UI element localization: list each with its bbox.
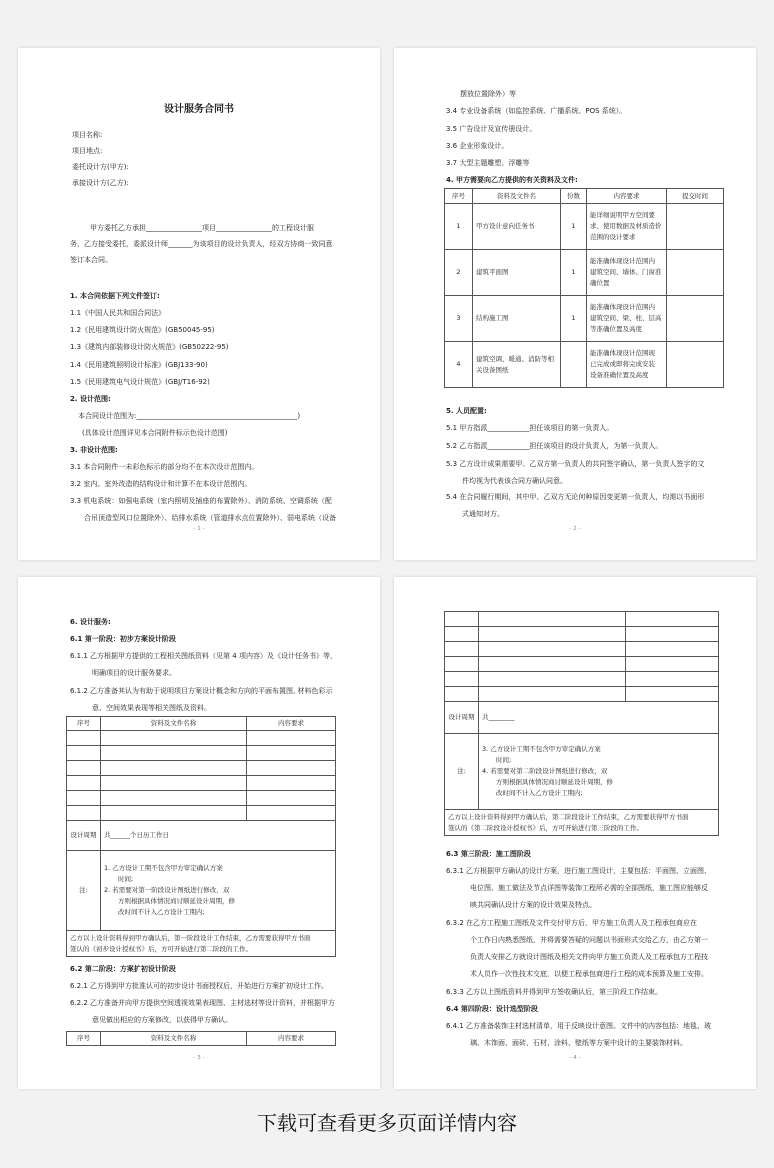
col-header: 资料及文件名称 [101, 717, 247, 731]
body-line: 6.3.3 乙方以上图纸资料并得到甲方签收确认后，第三阶段工作结束。 [446, 988, 663, 996]
col-header: 序号 [67, 717, 101, 731]
table-row [67, 931, 336, 957]
cell-no: 3 [445, 296, 473, 342]
body-line: 映共同确认设计方案的设计效果及特点。 [470, 901, 596, 909]
cell-time [667, 250, 724, 296]
body-line: 明确项目的设计服务要求。 [92, 669, 176, 677]
table-row [445, 702, 719, 734]
body-line: 件均视为代表该合同方确认同意。 [462, 477, 567, 485]
col-header: 内容要求 [587, 189, 667, 204]
subsection-heading: 6.1 第一阶段：初步方案设计阶段 [70, 635, 176, 643]
body-line: 6.2.2 乙方准备并向甲方提供空间透视效果表现图、主材选材等设计资料，并根据甲方 [70, 999, 336, 1007]
section-heading: 1. 本合同依据下列文件签订: [70, 292, 160, 300]
body-line: 6.1.2 乙方准备其认为有助于说明项目方案设计概念和方向的平面布置图, 材料色彩示 [70, 687, 333, 695]
field-project-name: 项目名称: [72, 131, 103, 139]
doc-item: 1.1《中国人民共和国合同法》 [70, 309, 166, 317]
table-row [445, 672, 719, 687]
body-line: 5.4 在合同履行期间，其中甲、乙双方无论何种原因变更第一负责人，均需以书面形 [446, 493, 705, 501]
cell-name: 甲方设计意向任务书 [473, 204, 561, 250]
doc-item: 1.2《民用建筑设计防火规范》(GB50045-95) [70, 326, 215, 334]
subsection-heading: 6.3 第三阶段：施工图阶段 [446, 850, 531, 858]
table-row [445, 204, 724, 250]
table-row [445, 612, 719, 627]
body-line: 合吊顶造型风口位置除外）、给排水系统（管道排水点位置除外）、弱电系统（设备 [84, 514, 336, 522]
table-row [67, 761, 336, 776]
period-label: 设计周期 [67, 821, 101, 851]
cell-qty: 1 [561, 204, 587, 250]
note-content: 1. 乙方设计工期不包含甲方审定确认方案 时间; 2. 若需要对第一阶段设计图纸进行修改，双 方则根据具体情况商讨顺延设计周期，修 改时间不计入乙方设计工期内; [101, 851, 336, 931]
body-line: 3.3 机电系统：如强电系统（室内照明及插座的布置除外）、消防系统、空调系统（配 [70, 497, 332, 505]
body-line: 3.4 专业设备系统（如监控系统、广播系统、POS 系统）。 [446, 107, 627, 115]
body-line: 5.2 乙方指派____________担任该项目的设计负责人，为第一负责人。 [446, 442, 663, 450]
table-row [67, 851, 336, 931]
section-heading: 2. 设计范围: [70, 395, 111, 403]
cell-name: 结构施工图 [473, 296, 561, 342]
table-row [67, 746, 336, 761]
body-line: 摆放位置除外）等 [460, 90, 516, 98]
col-header: 资料及文件名称 [101, 1032, 247, 1046]
download-more-caption: 下载可查看更多页面详情内容 [257, 1111, 517, 1135]
body-line: 6.1.1 乙方根据甲方提供的工程相关图纸资料（见第 4 项内容）及《设计任务书》等， [70, 652, 337, 660]
table-row [445, 810, 719, 836]
table-row [67, 821, 336, 851]
contract-page-4 [394, 577, 756, 1089]
body-line: 6.3.2 在乙方工程施工图纸及文件交付甲方后，甲方施工负责人及工程承包商应在 [446, 919, 698, 927]
cell-req: 能详细说明甲方空间要 求、使用数据及材质造价 范围的设计要求 [587, 204, 667, 250]
cell-no: 1 [445, 204, 473, 250]
cell-req: 能准确体现设计范围内 建筑空间、墙体、门窗准 确位置 [587, 250, 667, 296]
subsection-heading: 6.4 第四阶段：设计选型阶段 [446, 1005, 538, 1013]
page-number: - 3 - [193, 1055, 205, 1061]
doc-item: 1.5《民用建筑电气设计规范》(GBJ/T16-92) [70, 378, 210, 386]
table-row [67, 731, 336, 746]
col-header: 序号 [445, 189, 473, 204]
body-line: 意见做出相应的方案修改，以获得甲方确认。 [92, 1016, 232, 1024]
period-label: 设计周期 [445, 702, 479, 734]
body-line: 6.2.1 乙方得到甲方批准认可的初步设计书面授权后，开始进行方案扩初设计工作。 [70, 982, 329, 990]
body-line: 6.4.1 乙方准备装饰主材选材清单，用于反映设计意图。文件中的内容包括：地毯、玻 [446, 1022, 712, 1030]
summary-cell: 乙方以上设计资料得到甲方确认后，第二阶段设计工作结束，乙方需要获得甲方书面 签认的《第二阶段设计授权书》后，方可开始进行第三阶段的工作。 [445, 810, 719, 836]
doc-item: 1.3《建筑内部装修设计防火规范》(GB50222-95) [70, 343, 229, 351]
cell-req: 能准确体现设计范围现 已完成或即将完成安装 设备准确位置及高度 [587, 342, 667, 388]
section-heading: 5. 人员配置: [446, 407, 487, 415]
note-content: 3. 乙方设计工期不包含甲方审定确认方案 时间; 4. 若需要对第二阶段设计图纸进行修改，双 方则根据具体情况商讨顺延设计周期，修 改时间不计入乙方设计工期内; [479, 734, 719, 810]
body-line: 式通知对方。 [462, 510, 504, 518]
table-row [67, 806, 336, 821]
table-row [445, 296, 724, 342]
stage2-table-continued [444, 611, 719, 836]
cell-qty: 1 [561, 250, 587, 296]
cell-qty [561, 342, 587, 388]
section-heading: 3. 非设计范围: [70, 446, 118, 454]
table-row [67, 776, 336, 791]
field-project-location: 项目地点: [72, 147, 103, 155]
body-line: 5.1 甲方指派____________担任该项目的第一负责人。 [446, 424, 614, 432]
cell-time [667, 204, 724, 250]
body-line: 6.3.1 乙方根据甲方确认的设计方案，进行施工图设计，主要包括：平面图、立面图、 [446, 867, 712, 875]
section-heading: 6. 设计服务: [70, 618, 111, 626]
col-header: 提交时间 [667, 189, 724, 204]
body-line: 3.7 大型主题雕塑、浮雕等 [446, 159, 530, 167]
cell-time [667, 296, 724, 342]
body-line: 璃、木饰面、面砖、石材、涂料、壁纸等方案中设计的主要装饰材料。 [470, 1039, 687, 1047]
table-header-row [67, 717, 336, 731]
scope-line: 本合同设计范围为:______________________________________________) [78, 412, 301, 420]
materials-table [444, 188, 724, 388]
cell-qty: 1 [561, 296, 587, 342]
page-number: - 4 - [569, 1055, 581, 1061]
body-line: 3.5 广告设计及宣传册设计。 [446, 125, 537, 133]
note-label: 注: [67, 851, 101, 931]
col-header: 序号 [67, 1032, 101, 1046]
col-header: 资料及文件名 [473, 189, 561, 204]
page-number: - 2 - [569, 526, 581, 532]
body-line: 电位图、施工做法及节点详图等装饰工程所必需的全部图纸，施工图应能够反 [470, 884, 708, 892]
field-party-b: 承接设计方(乙方): [72, 179, 129, 187]
table-row [445, 642, 719, 657]
body-line: 5.3 乙方设计成果需要甲、乙双方第一负责人的共同签字确认，第一负责人签字的文 [446, 460, 705, 468]
cell-name: 建筑平面图 [473, 250, 561, 296]
intro-line: 签订本合同。 [70, 256, 112, 264]
contract-page-2 [394, 48, 756, 560]
body-line: 3.2 室内、室外改造的结构设计和计算不在本设计范围内。 [70, 480, 252, 488]
contract-title: 设计服务合同书 [164, 104, 234, 115]
table-row [445, 657, 719, 672]
doc-item: 1.4《民用建筑照明设计标准》(GBJ133-90) [70, 361, 208, 369]
field-party-a: 委托设计方(甲方): [72, 163, 129, 171]
body-line: 术人员作一次性技术交底，以便工程承包商进行工程的成本预算及施工安排。 [470, 970, 708, 978]
cell-no: 4 [445, 342, 473, 388]
section-heading: 4. 甲方需要向乙方提供的有关资料及文件: [446, 176, 578, 184]
period-value: 共________ [479, 702, 719, 734]
table-row [445, 342, 724, 388]
table-row [67, 791, 336, 806]
cell-no: 2 [445, 250, 473, 296]
table-row [445, 687, 719, 702]
body-line: 3.1 本合同附件一未彩色标示的部分均不在本次设计范围内。 [70, 463, 259, 471]
subsection-heading: 6.2 第二阶段：方案扩初设计阶段 [70, 965, 176, 973]
cell-req: 能准确体现设计范围内 建筑空间、梁、柱、层高 等准确位置及高度 [587, 296, 667, 342]
table-row [445, 250, 724, 296]
stage2-table [66, 1031, 336, 1046]
table-row [445, 734, 719, 810]
body-line: 负责人安排乙方就设计图纸及相关文件向甲方施工负责人及工程承包方工程技 [470, 953, 708, 961]
table-header-row [445, 189, 724, 204]
summary-cell: 乙方以上设计资料得到甲方确认后，第一阶段设计工作结束，乙方需要获得甲方书面 签认的《初步设计授权书》后，方可开始进行第二阶段的工作。 [67, 931, 336, 957]
col-header: 份数 [561, 189, 587, 204]
col-header: 内容要求 [247, 717, 336, 731]
table-header-row [67, 1032, 336, 1046]
table-row [445, 627, 719, 642]
body-line: 意、空间效果表现等相关图纸及资料。 [92, 704, 211, 712]
cell-time [667, 342, 724, 388]
contract-page-3 [18, 577, 380, 1089]
cell-name: 建筑空调、暖通、消防等相关设备图纸 [473, 342, 561, 388]
stage1-table [66, 716, 336, 957]
col-header: 内容要求 [247, 1032, 336, 1046]
scope-note: (具体设计范围详见本合同附件标示色设计范围) [82, 429, 228, 437]
contract-page-1 [18, 48, 380, 560]
period-value: 共______个日历工作日 [101, 821, 336, 851]
note-label: 注: [445, 734, 479, 810]
intro-line: 务，乙方接受委托，委派设计师_______为该项目的设计负责人，经双方协商一致同意 [70, 240, 333, 248]
body-line: 个工作日内熟悉图纸，并将需要答疑的问题以书面形式交给乙方，由乙方第一 [470, 936, 708, 944]
intro-line: 甲方委托乙方承担________________项目________________的工程设计服 [90, 224, 314, 232]
page-number: - 1 - [193, 526, 205, 532]
body-line: 3.6 企业形象设计。 [446, 142, 509, 150]
